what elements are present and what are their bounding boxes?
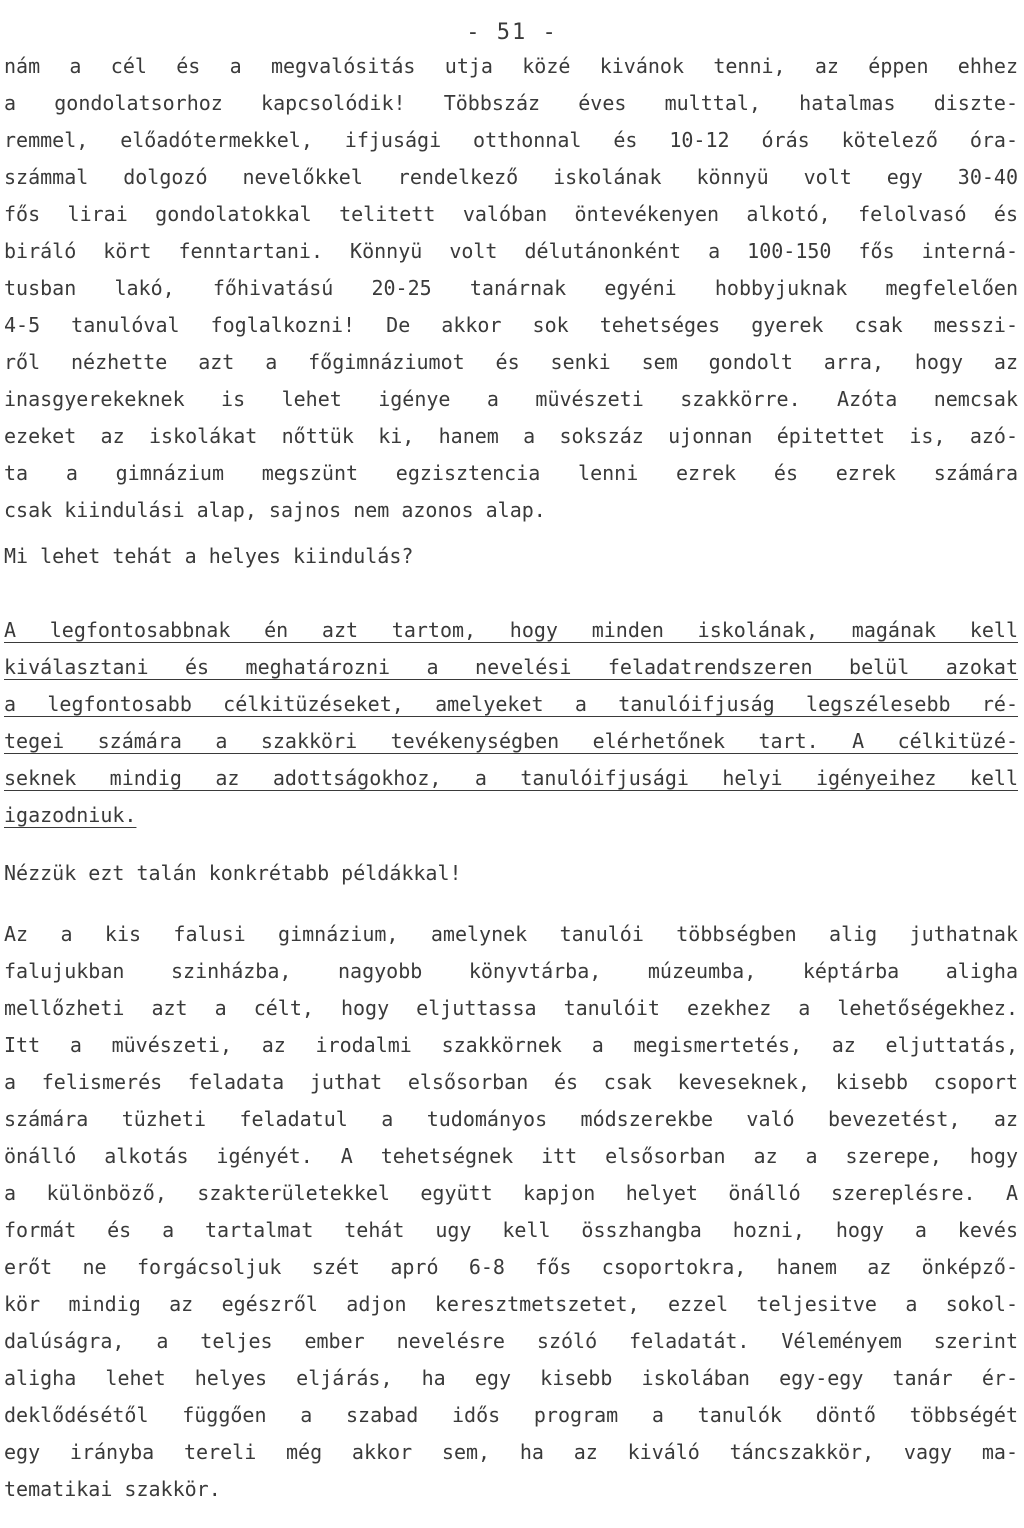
text-line: nám a cél és a megvalósitás utja közé kivánok tenni, az éppen ehhez [4,54,1018,78]
paragraph-3-underlined [4,612,1018,834]
text-line: biráló kört fenntartani. Könnyü volt délutánonként a 100-150 fős interná- [4,239,1018,263]
paragraph-5 [4,916,1018,1508]
text-line: egy irányba tereli még akkor sem, ha az kiváló táncszakkör, vagy ma- [4,1440,1018,1464]
text-line: a különböző, szakterületekkel együtt kapjon helyet önálló szereplésre. A [4,1181,1018,1205]
text-line: A legfontosabbnak én azt tartom, hogy minden iskolának, magának kell [4,618,1018,642]
text-line: ta a gimnázium megszünt egzisztencia lenni ezrek és ezrek számára [4,461,1018,485]
paragraph-2 [4,538,1018,575]
paragraph-1 [4,48,1018,529]
text-line: a legfontosabb célkitüzéseket, amelyeket a tanulóifjuság legszélesebb ré- [4,692,1018,716]
text-line: tematikai szakkör. [4,1477,221,1501]
text-line: inasgyerekeknek is lehet igénye a müvészeti szakkörre. Azóta nemcsak [4,387,1018,411]
text-line: Itt a müvészeti, az irodalmi szakkörnek a megismertetés, az eljuttatás, [4,1033,1018,1057]
text-line: számára tüzheti feladatul a tudományos módszerekbe való bevezetést, az [4,1107,1018,1131]
text-line: a gondolatsorhoz kapcsolódik! Többszáz éves multtal, hatalmas diszte- [4,91,1018,115]
paragraph-4 [4,855,1018,892]
text-line: falujukban szinházba, nagyobb könyvtárba, múzeumba, képtárba aligha [4,959,1018,983]
text-line: tegei számára a szakköri tevékenységben elérhetőnek tart. A célkitüzé- [4,729,1018,753]
text-line: Mi lehet tehát a helyes kiindulás? [4,544,414,568]
text-line: dalúságra, a teljes ember nevelésre szóló feladatát. Véleményem szerint [4,1329,1018,1353]
text-line: kör mindig az egészről adjon keresztmetszetet, ezzel teljesitve a sokol- [4,1292,1018,1316]
text-line: a felismerés feladata juthat elsősorban és csak keveseknek, kisebb csoport [4,1070,1018,1094]
text-line: csak kiindulási alap, sajnos nem azonos alap. [4,498,546,522]
text-line: igazodniuk. [4,803,137,827]
text-line: aligha lehet helyes eljárás, ha egy kisebb iskolában egy-egy tanár ér- [4,1366,1018,1390]
text-line: ről nézhette azt a főgimnáziumot és senki sem gondolt arra, hogy az [4,350,1018,374]
text-line: formát és a tartalmat tehát ugy kell összhangba hozni, hogy a kevés [4,1218,1018,1242]
text-line: 4-5 tanulóval foglalkozni! De akkor sok tehetséges gyerek csak messzi- [4,313,1018,337]
text-line: számmal dolgozó nevelőkkel rendelkező iskolának könnyü volt egy 30-40 [4,165,1018,189]
text-line: fős lirai gondolatokkal telitett valóban öntevékenyen alkotó, felolvasó és [4,202,1018,226]
text-line: remmel, előadótermekkel, ifjusági otthonnal és 10-12 órás kötelező óra- [4,128,1018,152]
page-number: - 51 - [466,20,558,45]
text-line: seknek mindig az adottságokhoz, a tanulóifjusági helyi igényeihez kell [4,766,1018,790]
text-line: kiválasztani és meghatározni a nevelési feladatrendszeren belül azokat [4,655,1018,679]
text-line: önálló alkotás igényét. A tehetségnek itt elsősorban az a szerepe, hogy [4,1144,1018,1168]
text-line: ezeket az iskolákat nőttük ki, hanem a sokszáz ujonnan épitettet is, azó- [4,424,1018,448]
text-line: Az a kis falusi gimnázium, amelynek tanulói többségben alig juthatnak [4,922,1018,946]
text-line: deklődésétől függően a szabad idős program a tanulók döntő többségét [4,1403,1018,1427]
text-line: mellőzheti azt a célt, hogy eljuttassa tanulóit ezekhez a lehetőségekhez. [4,996,1018,1020]
text-line: erőt ne forgácsoljuk szét apró 6-8 fős csoportokra, hanem az önképző- [4,1255,1018,1279]
text-line: tusban lakó, főhivatású 20-25 tanárnak egyéni hobbyjuknak megfelelően [4,276,1018,300]
text-line: Nézzük ezt talán konkrétabb példákkal! [4,861,462,885]
